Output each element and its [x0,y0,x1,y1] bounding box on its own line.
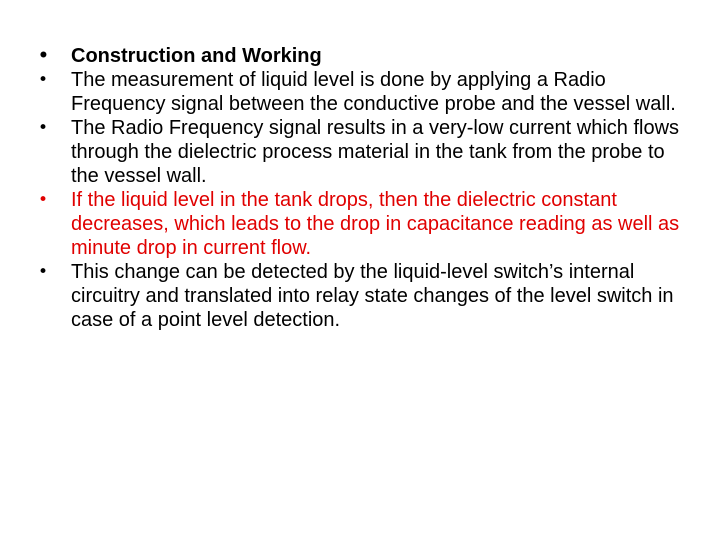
bullet-measurement [38,68,690,116]
bullet-list [38,44,690,332]
bullet-text: The measurement of liquid level is done by applying a Radio Frequency signal between the conductive probe and the vessel wall. [71,69,676,115]
bullet-marker: • [38,70,49,90]
bullet-construction-and-working [38,44,690,68]
bullet-marker: • [38,46,49,66]
bullet-rf-signal [38,116,690,188]
bullet-text: The Radio Frequency signal results in a very-low current which flows through the dielectric process material in the tank from the probe to the vessel wall. [71,117,680,187]
bullet-marker: • [38,190,49,210]
bullet-marker: • [38,262,49,282]
bullet-text: This change can be detected by the liquid-level switch’s internal circuitry and translated into relay state changes of the level switch in case of a point level detection. [71,261,674,331]
bullet-marker: • [38,118,49,138]
bullet-level-drop [38,188,690,260]
bullet-change-detected [38,260,690,332]
bullet-text: Construction and Working [71,45,322,67]
bullet-text: If the liquid level in the tank drops, then the dielectric constant decreases, which leads to the drop in capacitance reading as well as minute drop in current flow. [71,189,680,259]
